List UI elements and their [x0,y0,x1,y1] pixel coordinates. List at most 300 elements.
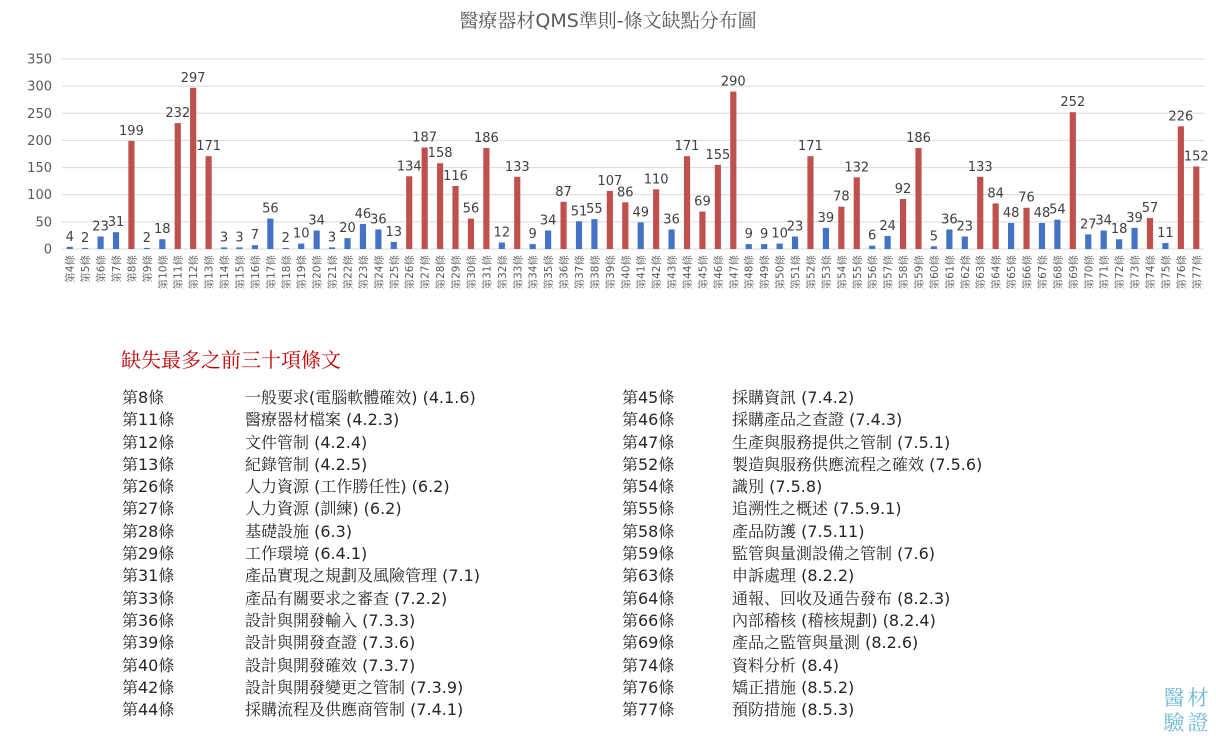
clause-row [122,543,602,565]
clause-number: 第8條 [122,388,165,407]
clause-row [122,387,602,409]
logo-glyph: 材 [1187,686,1209,710]
clause-number: 第33條 [122,588,175,608]
data-label: 133 [504,159,530,175]
y-tick-label: 0 [43,242,52,258]
bar [375,229,381,249]
data-label: 9 [528,227,537,243]
data-label: 56 [462,201,480,217]
bar [1116,239,1122,249]
bar [823,228,829,249]
category-label: 第17條 [265,255,278,290]
category-label: 第33條 [512,255,525,290]
category-label: 第30條 [465,255,478,290]
clause-description: 一般要求(電腦軟體確效) (4.1.6) [245,388,476,407]
clause-description: 醫療器材檔案 (4.2.3) [245,410,400,430]
data-label: 54 [1049,202,1066,218]
bar [206,156,212,249]
clause-row [122,432,602,454]
data-label: 13 [385,224,403,240]
data-label: 199 [119,123,144,139]
logo-glyph: 證 [1187,711,1209,735]
data-label: 56 [262,201,279,217]
data-label: 34 [308,213,325,229]
category-label: 第13條 [203,255,216,290]
category-label: 第38條 [589,255,602,290]
bar [499,242,505,249]
data-label: 36 [663,212,680,228]
category-label: 第5條 [80,255,93,283]
bar [1054,220,1060,249]
bar [560,202,566,249]
bar [638,222,644,249]
category-label: 第71條 [1098,255,1111,290]
logo [1160,686,1212,736]
bar [777,244,783,249]
data-label: 34 [1095,213,1112,229]
category-label: 第29條 [450,255,463,290]
category-label: 第48條 [743,255,756,290]
bar [298,244,304,249]
data-label: 9 [760,227,769,243]
bar [576,221,582,249]
clause-number: 第29條 [122,544,175,564]
category-label: 第11條 [172,255,185,290]
clause-description: 資料分析 (8.4) [732,655,840,675]
y-tick-label: 150 [27,161,52,177]
clause-number: 第36條 [122,610,175,630]
y-tick-label: 200 [27,133,52,149]
category-label: 第7條 [111,255,124,283]
category-label: 第32條 [496,255,509,290]
data-label: 297 [180,70,206,86]
data-label: 51 [570,204,588,220]
category-label: 第46條 [712,255,725,290]
clause-row [122,677,602,699]
y-tick-label: 250 [27,106,52,122]
clause-row [122,632,602,654]
bar [67,247,73,249]
bar [885,236,891,249]
clause-number: 第13條 [122,454,175,474]
bar [452,186,458,249]
data-label: 171 [798,139,823,155]
bar [622,202,628,249]
data-label: 9 [744,227,753,243]
chart-title: 醫療器材QMS準則-條文缺點分布圖 [459,10,757,32]
clause-number: 第58條 [622,521,675,541]
category-label: 第68條 [1052,255,1065,290]
category-label: 第14條 [219,254,232,290]
category-label: 第76條 [1175,255,1188,290]
bar [869,246,875,249]
bar [329,247,335,249]
category-label: 第19條 [296,255,309,290]
clause-number: 第27條 [122,499,175,519]
category-label: 第58條 [898,255,911,290]
data-label: 23 [92,219,109,235]
clause-row [122,498,602,520]
bar [1178,126,1184,249]
clause-number: 第64條 [622,588,675,608]
data-label: 55 [586,202,603,218]
bar [1085,234,1091,249]
data-label: 2 [81,230,90,246]
y-tick-label: 350 [27,52,52,68]
bar [1070,112,1076,249]
data-label: 133 [967,159,993,175]
bar [931,246,937,249]
category-label: 第72條 [1114,255,1127,290]
bar [653,189,659,249]
category-label: 第23條 [357,255,370,290]
data-label: 20 [339,221,356,237]
clause-description: 矯正措施 (8.5.2) [732,677,855,697]
category-label: 第26條 [404,255,417,290]
clause-description: 內部稽核 (稽核規劃) (8.2.4) [732,610,936,630]
data-label: 84 [987,186,1004,202]
clause-description: 識別 (7.5.8) [732,477,823,497]
data-label: 92 [894,182,912,198]
data-label: 2 [281,230,290,246]
clause-description: 紀錄管制 (4.2.5) [245,454,368,474]
category-label: 第15條 [234,254,247,290]
data-label: 10 [292,226,310,242]
clause-number: 第39條 [122,633,175,653]
bar [684,156,690,249]
clause-number: 第74條 [622,655,675,675]
clause-description: 採購產品之查證 (7.4.3) [732,410,903,430]
bar [267,219,273,249]
clause-description: 設計與開發變更之管制 (7.3.9) [245,677,464,697]
data-label: 186 [473,131,499,147]
data-label: 36 [941,212,958,228]
bar [314,231,320,249]
clause-description: 生產與服務提供之管制 (7.5.1) [732,432,951,452]
bar [175,123,181,249]
data-label: 10 [771,226,788,242]
category-label: 第44條 [682,255,695,290]
data-label: 18 [154,222,171,238]
data-label: 11 [1157,226,1174,242]
category-label: 第10條 [157,255,170,290]
clause-row [622,610,1102,632]
category-label: 第53條 [820,255,833,290]
data-label: 34 [539,213,557,229]
data-label: 18 [1110,222,1128,238]
clause-number: 第55條 [622,499,675,519]
data-label: 7 [250,228,260,244]
clause-description: 產品實現之規劃及風險管理 (7.1) [245,566,481,586]
clause-number: 第12條 [122,432,175,452]
bar [761,244,767,249]
data-label: 5 [929,229,939,245]
bar [915,148,921,249]
category-label: 第63條 [975,255,988,290]
clause-row [122,588,602,610]
clause-number: 第44條 [122,700,175,720]
bar [221,247,227,249]
clause-row [622,655,1102,677]
clause-description: 預防措施 (8.5.3) [732,700,855,720]
category-label: 第41條 [635,255,648,290]
logo-glyph: 驗 [1163,711,1185,735]
data-label: 232 [165,106,191,122]
data-label: 152 [1183,149,1209,165]
data-label: 24 [879,218,896,234]
category-label: 第42條 [651,255,664,290]
clause-row [622,409,1102,431]
data-label: 116 [443,169,468,185]
category-label: 第62條 [959,255,972,290]
category-label: 第51條 [790,255,803,290]
category-label: 第45條 [697,255,710,290]
bar [360,224,366,249]
category-label: 第6條 [95,255,108,283]
clause-number: 第76條 [622,677,675,697]
data-label: 23 [956,219,974,235]
y-tick-label: 50 [35,215,52,231]
category-label: 第54條 [836,255,849,290]
category-label: 第55條 [851,255,864,290]
y-tick-label: 100 [27,188,52,204]
category-label: 第69條 [1067,255,1080,290]
bar [1147,218,1153,249]
data-label: 39 [1126,210,1143,226]
category-label: 第73條 [1129,255,1142,290]
clause-row [622,387,1102,409]
bar [1023,208,1029,249]
data-label: 87 [555,184,572,200]
bar [715,165,721,249]
clause-row [622,454,1102,476]
clause-description: 採購資訊 (7.4.2) [732,388,855,407]
clause-row [622,476,1102,498]
data-label: 4 [65,229,74,245]
category-label: 第20條 [311,255,324,290]
bar [514,177,520,249]
data-label: 69 [694,194,711,210]
clause-number: 第40條 [122,655,175,675]
bar [946,229,952,249]
data-label: 36 [370,212,387,228]
clause-description: 人力資源 (訓練) (6.2) [245,499,402,519]
data-label: 110 [643,172,669,188]
bar [730,92,736,249]
logo-glyph: 醫 [1163,686,1185,710]
category-label: 第66條 [1021,255,1034,290]
bar [1039,223,1045,249]
top30-title: 缺失最多之前三十項條文 [121,348,341,372]
clause-number: 第52條 [622,454,675,474]
bar [406,176,412,249]
category-label: 第65條 [1006,255,1019,290]
clause-description: 基礎設施 (6.3) [245,521,353,541]
clause-row [122,476,602,498]
category-label: 第25條 [388,255,401,290]
bar [838,207,844,249]
data-label: 48 [1033,205,1051,221]
clause-number: 第47條 [622,432,675,452]
clause-number: 第69條 [622,633,675,653]
category-label: 第60條 [928,255,941,290]
clause-row [622,543,1102,565]
category-label: 第56條 [867,255,880,290]
bar [854,177,860,249]
clause-description: 產品有關要求之審查 (7.2.2) [245,588,448,608]
data-label: 252 [1060,95,1086,111]
category-label: 第40條 [620,255,633,290]
clause-row [622,632,1102,654]
data-label: 46 [354,207,372,223]
data-label: 171 [674,139,700,155]
category-label: 第39條 [604,255,617,290]
clause-number: 第45條 [622,388,675,407]
clause-row [622,677,1102,699]
clause-number: 第28條 [122,521,175,541]
bar [236,247,242,249]
data-label: 171 [196,139,222,155]
bar [483,148,489,249]
clause-row [622,588,1102,610]
data-label: 12 [493,225,511,241]
category-label: 第74條 [1144,255,1157,290]
clause-number: 第54條 [622,477,675,497]
bar [1101,231,1107,249]
category-label: 第4條 [64,255,77,283]
category-label: 第34條 [527,255,540,290]
category-label: 第22條 [342,255,355,290]
category-label: 第64條 [990,254,1003,290]
bar [668,229,674,249]
bar [807,156,813,249]
category-label: 第36條 [558,255,571,290]
bar [993,203,999,249]
bar [792,237,798,249]
category-label: 第24條 [373,255,386,290]
bar [1131,228,1137,249]
clause-description: 追溯性之概述 (7.5.9.1) [732,499,902,519]
category-label: 第21條 [327,255,340,290]
data-label: 3 [219,230,229,246]
clause-description: 產品防護 (7.5.11) [732,521,865,541]
clause-row [122,454,602,476]
clause-description: 申訴處理 (8.2.2) [732,566,855,586]
bar [97,237,103,249]
data-label: 6 [868,228,877,244]
data-label: 226 [1168,109,1194,125]
clause-number: 第42條 [122,677,175,697]
category-label: 第77條 [1191,255,1204,290]
data-label: 27 [1079,217,1097,233]
data-label: 76 [1018,190,1035,206]
category-label: 第59條 [913,255,926,290]
clause-row [122,565,602,587]
y-tick-label: 300 [27,79,52,95]
clause-description: 製造與服務供應流程之確效 (7.5.6) [732,454,983,474]
category-label: 第27條 [419,255,432,290]
clause-description: 人力資源 (工作勝任性) (6.2) [245,477,450,497]
bar [468,219,474,249]
category-label: 第75條 [1160,255,1173,290]
bar [159,239,165,249]
bar [746,244,752,249]
clause-number: 第46條 [622,410,675,430]
category-label: 第43條 [666,255,679,290]
category-label: 第35條 [543,255,556,290]
category-label: 第16條 [249,255,262,290]
clause-row [622,521,1102,543]
category-label: 第57條 [882,255,895,290]
category-label: 第37條 [573,255,586,290]
data-label: 107 [597,173,623,189]
clause-row [622,565,1102,587]
category-label: 第8條 [126,255,139,283]
bar [977,177,983,249]
clause-number: 第77條 [622,700,675,720]
data-label: 2 [142,230,152,246]
clause-description: 通報、回收及通告發布 (8.2.3) [732,588,951,608]
data-label: 134 [396,159,422,175]
clause-row [122,699,602,721]
data-label: 48 [1002,205,1020,221]
clause-description: 監管與量測設備之管制 (7.6) [732,544,936,564]
category-label: 第61條 [944,255,957,290]
data-label: 39 [817,210,835,226]
bar [1193,166,1199,249]
bar [113,232,119,249]
data-label: 158 [427,146,453,162]
category-label: 第70條 [1083,255,1096,290]
bar [1008,223,1014,249]
bar [1162,243,1168,249]
clause-row [622,699,1102,721]
category-label: 第9條 [141,255,154,283]
clause-row [122,655,602,677]
data-label: 3 [327,230,337,246]
clause-description: 工作環境 (6.4.1) [245,544,368,564]
bar [128,141,134,249]
clause-number: 第66條 [622,610,675,630]
clause-number: 第63條 [622,566,675,586]
bar [252,245,258,249]
clause-number: 第31條 [122,566,175,586]
category-label: 第50條 [774,255,787,290]
data-label: 187 [412,130,438,146]
bar [530,244,536,249]
data-label: 3 [235,230,244,246]
data-label: 49 [632,205,649,221]
data-label: 132 [844,160,870,176]
bar [422,147,428,249]
clause-row [122,521,602,543]
top30-left-column [122,387,602,721]
data-label: 290 [720,74,746,90]
clause-row [122,409,602,431]
bar [391,242,397,249]
bar-chart [0,40,1216,330]
category-label: 第47條 [728,255,741,290]
bar [190,88,196,249]
bar [900,199,906,249]
data-label: 78 [833,189,850,205]
clause-description: 設計與開發查證 (7.3.6) [245,633,416,653]
data-label: 23 [786,219,804,235]
bar [545,231,551,249]
clause-description: 設計與開發確效 (7.3.7) [245,655,416,675]
category-label: 第49條 [759,255,772,290]
category-label: 第28條 [435,255,448,290]
